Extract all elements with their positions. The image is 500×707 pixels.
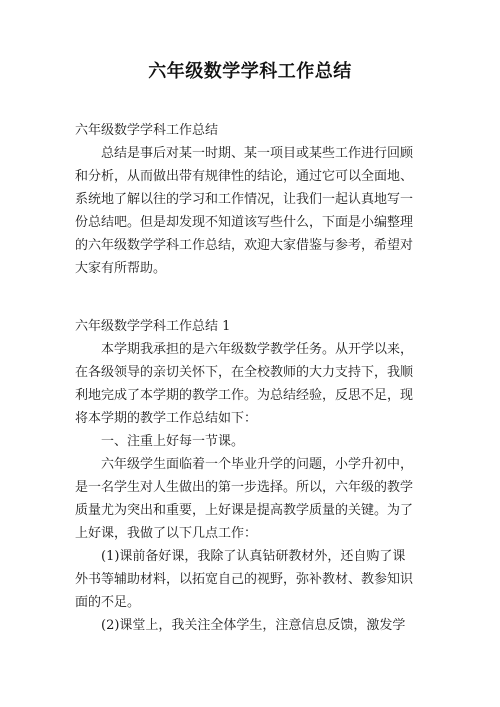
paragraph-line: 外书等辅助材料，以拓宽自己的视野，弥补教材、教参知识 bbox=[75, 572, 414, 587]
intro-line: 和分析，从而做出带有规律性的结论，通过它可以全面地、 bbox=[75, 169, 414, 184]
paragraph-line: 面的不足。 bbox=[75, 595, 141, 610]
list-item-heading: 一、注重上好每一节课。 bbox=[101, 434, 245, 449]
paragraph-line: 本学期我承担的是六年级数学教学任务。从开学以来， bbox=[101, 342, 414, 357]
paragraph-line: 质量尤为突出和重要，上好课是提高教学质量的关键。为了 bbox=[75, 503, 414, 518]
paragraph-line: (2)课堂上，我关注全体学生，注意信息反馈，激发学 bbox=[101, 618, 406, 633]
paragraph-line: 利地完成了本学期的教学工作。为总结经验，反思不足，现 bbox=[75, 388, 414, 403]
paragraph-line: 上好课，我做了以下几点工作： bbox=[75, 526, 258, 541]
paragraph-line: 在各级领导的亲切关怀下，在全校教师的大力支持下，我顺 bbox=[75, 365, 414, 380]
section-heading: 六年级数学学科工作总结 1 bbox=[75, 319, 231, 334]
intro-heading: 六年级数学学科工作总结 bbox=[75, 123, 219, 138]
section-spacer bbox=[75, 280, 435, 315]
intro-line: 的六年级数学学科工作总结，欢迎大家借鉴与参考，希望对 bbox=[75, 238, 414, 253]
intro-line: 系统地了解以往的学习和工作情况，让我们一起认真地写一 bbox=[75, 192, 414, 207]
document-body bbox=[75, 119, 435, 637]
intro-line: 份总结吧。但是却发现不知道该写些什么，下面是小编整理 bbox=[75, 215, 414, 230]
intro-line: 大家有所帮助。 bbox=[75, 261, 167, 276]
paragraph-line: 将本学期的教学工作总结如下： bbox=[75, 411, 258, 426]
paragraph-line: 是一名学生对人生做出的第一步选择。所以，六年级的教学 bbox=[75, 480, 414, 495]
paragraph-line: (1)课前备好课，我除了认真钻研教材外，还自购了课 bbox=[101, 549, 406, 564]
intro-line: 总结是事后对某一时期、某一项目或某些工作进行回顾 bbox=[101, 146, 414, 161]
paragraph-line: 六年级学生面临着一个毕业升学的问题，小学升初中， bbox=[101, 457, 414, 472]
document-title: 六年级数学学科工作总结 bbox=[148, 61, 352, 82]
